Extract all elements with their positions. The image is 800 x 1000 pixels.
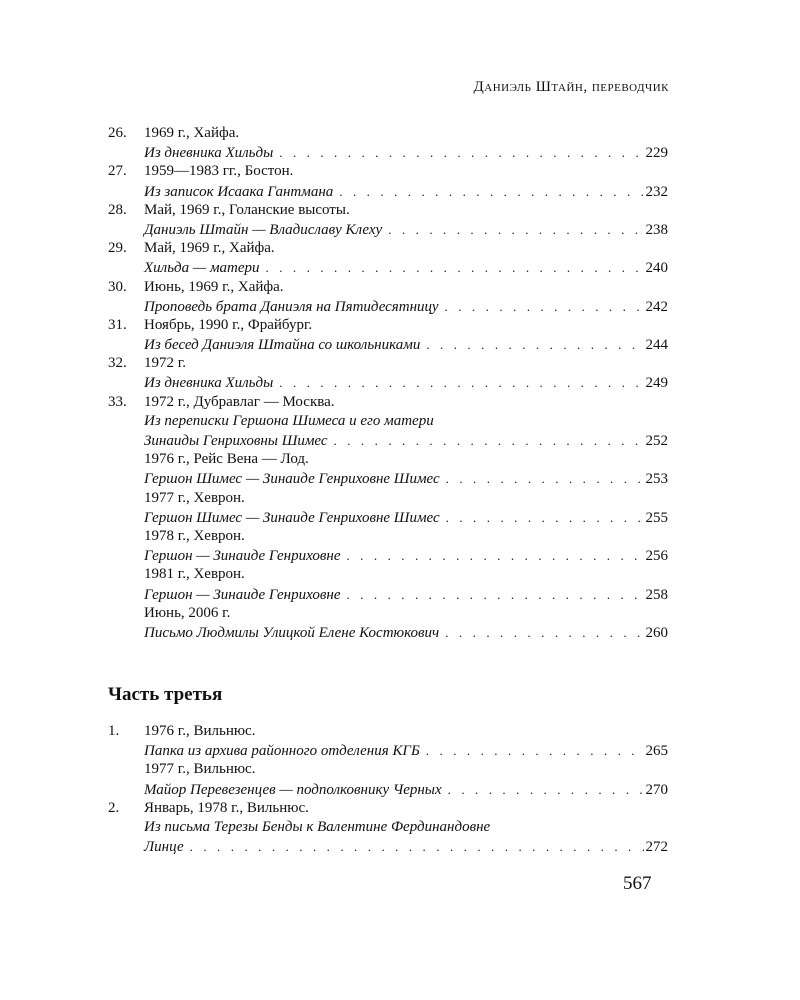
toc-subheading-row [108,604,668,623]
entry-subheading: Июнь, 2006 г. [144,604,231,621]
toc-heading-row [108,124,668,143]
toc-heading-row [108,722,668,741]
entry-subheading: 1977 г., Вильнюс. [144,761,256,778]
toc-item-row [108,741,668,760]
toc-entry [108,393,668,642]
entry-number: 27. [108,163,127,180]
entry-page-number: 249 [645,375,668,392]
entry-heading: Май, 1969 г., Хайфа. [144,240,275,257]
entry-title: Гершон — Зинаиде Генриховне [144,586,341,603]
toc-item-row [108,297,668,316]
toc-heading-row [108,278,668,297]
toc-heading-row [108,316,668,335]
entry-subheading: 1977 г., Хеврон. [144,489,245,506]
toc-item-row [108,258,668,277]
entry-title: Хильда — матери [144,260,260,277]
toc-entry [108,162,668,200]
entry-heading: Май, 1969 г., Голанские высоты. [144,201,350,218]
toc-item-row [108,469,668,488]
dot-leaders [334,431,644,450]
entry-title: Проповедь брата Даниэля на Пятидесятницу [144,298,439,315]
toc-entry [108,124,668,162]
dot-leaders [279,143,643,162]
entry-page-number: 260 [645,624,668,641]
toc-entry [108,239,668,277]
toc-subheading-row [108,565,668,584]
dot-leaders [190,837,644,856]
entry-title: Из дневника Хильды [144,145,274,162]
entry-number: 28. [108,201,127,218]
toc-item-row [108,335,668,354]
dot-leaders [279,373,643,392]
entry-heading: Ноябрь, 1990 г., Фрайбург. [144,316,313,333]
entry-title: Из дневника Хильды [144,375,274,392]
entry-title: Из записок Исаака Гантмана [144,183,334,200]
entry-page-number: 265 [645,743,668,760]
entry-title: Гершон — Зинаиде Генриховне [144,548,341,565]
entry-number: 31. [108,316,127,333]
table-of-contents-part3 [108,722,668,856]
toc-item-row [108,546,668,565]
entry-page-number: 244 [645,337,668,354]
entry-subheading: 1976 г., Рейс Вена — Лод. [144,451,309,468]
toc-heading-row [108,799,668,818]
entry-heading: 1972 г., Дубравлаг — Москва. [144,393,335,410]
toc-item-row [108,818,668,837]
toc-entry [108,278,668,316]
entry-number: 29. [108,240,127,257]
toc-entry [108,722,668,799]
toc-heading-row [108,239,668,258]
toc-item-row [108,508,668,527]
part-title: Часть третья [108,684,223,705]
entry-heading: Январь, 1978 г., Вильнюс. [144,799,309,816]
toc-item-row [108,585,668,604]
toc-entry [108,316,668,354]
toc-item-row [108,623,668,642]
toc-item-row [108,143,668,162]
toc-subheading-row [108,527,668,546]
entry-page-number: 272 [645,839,668,856]
dot-leaders [426,741,644,760]
dot-leaders [448,780,644,799]
entry-page-number: 252 [645,433,668,449]
entry-title: Линце [144,839,184,856]
entry-subheading: 1978 г., Хеврон. [144,527,245,544]
entry-page-number: 242 [645,298,668,315]
toc-item-row [108,182,668,201]
entry-page-number: 238 [645,221,668,238]
entry-title: Из письма Терезы Бенды к Валентине Фердинандовне [144,818,491,835]
entry-number: 32. [108,355,127,372]
entry-title: Из бесед Даниэля Штайна со школьниками [144,337,421,354]
dot-leaders [445,297,644,316]
entry-title: Папка из архива районного отделения КГБ [144,743,420,760]
entry-number: 1. [108,723,120,739]
entry-page-number: 258 [645,586,668,603]
dot-leaders [445,623,643,642]
entry-title: Майор Перевезенцев — подполковнику Черных [144,781,442,798]
entry-page-number: 253 [645,471,668,488]
toc-item-row [108,220,668,239]
entry-page-number: 255 [645,509,668,526]
toc-subheading-row [108,760,668,779]
dot-leaders [346,546,643,565]
toc-heading-row [108,201,668,220]
dot-leaders [266,258,644,277]
entry-number: 33. [108,393,127,410]
dot-leaders [446,469,644,488]
entry-number: 2. [108,799,120,816]
dot-leaders [339,182,643,201]
entry-page-number: 232 [645,183,668,200]
toc-heading-row [108,162,668,181]
toc-subheading-row [108,450,668,469]
entry-title: Даниэль Штайн — Владиславу Клеху [144,221,383,238]
entry-heading: 1976 г., Вильнюс. [144,723,256,739]
toc-item-row [108,373,668,392]
toc-item-row [108,431,668,450]
entry-title: Из переписки Гершона Шимеса и его матери [144,412,434,429]
toc-subheading-row [108,489,668,508]
running-header: Даниэль Штайн, переводчик [473,79,669,95]
entry-subheading: 1981 г., Хеврон. [144,566,245,583]
entry-heading: 1959—1983 гг., Бостон. [144,163,294,180]
toc-heading-row [108,354,668,373]
entry-heading: Июнь, 1969 г., Хайфа. [144,278,284,295]
dot-leaders [388,220,643,239]
dot-leaders [446,508,644,527]
entry-title: Гершон Шимес — Зинаиде Генриховне Шимес [144,471,440,488]
entry-page-number: 270 [645,781,668,798]
toc-entry [108,201,668,239]
toc-entry [108,799,668,857]
entry-title: Гершон Шимес — Зинаиде Генриховне Шимес [144,509,440,526]
dot-leaders [346,585,643,604]
toc-item-row [108,412,668,431]
entry-page-number: 229 [645,145,668,162]
dot-leaders [426,335,643,354]
entry-page-number: 240 [645,260,668,277]
page-number: 567 [623,873,652,894]
entry-page-number: 256 [645,548,668,565]
toc-heading-row [108,393,668,412]
entry-number: 26. [108,125,127,141]
toc-item-row [108,780,668,799]
entry-heading: 1969 г., Хайфа. [144,125,240,141]
entry-number: 30. [108,278,127,295]
entry-title: Письмо Людмилы Улицкой Елене Костюкович [144,624,440,641]
entry-heading: 1972 г. [144,355,186,372]
toc-entry [108,354,668,392]
toc-item-row [108,837,668,856]
table-of-contents-part2 [108,124,668,642]
entry-title: Зинаиды Генриховны Шимес [144,433,328,449]
